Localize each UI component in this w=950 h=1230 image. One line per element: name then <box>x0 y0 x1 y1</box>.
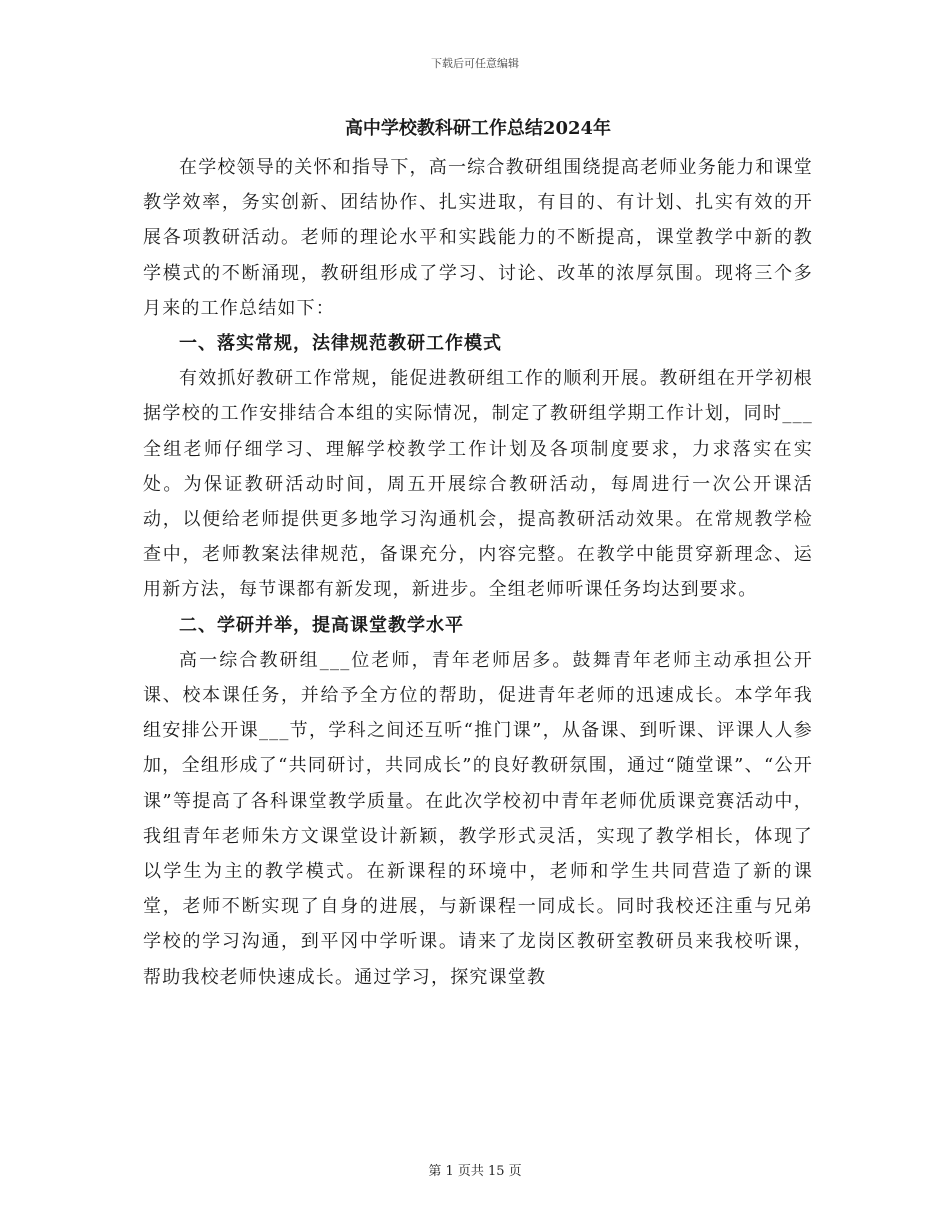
header-note: 下载后可任意编辑 <box>431 57 519 70</box>
section-2-paragraph: 高一综合教研组___位老师，青年老师居多。鼓舞青年老师主动承担公开课、校本课任务，并给予全方位的帮助，促进青年老师的迅速成长。本学年我组安排公开课___节，学科之间还互听“推门课”，从备课、到听课、评课人人参加，全组形成了“共同研讨，共同成长”的良好教研氛围，通过“随堂课”、“公开课”等提高了各科课堂教学质量。在此次学校初中青年老师优质课竞赛活动中，我组青年老师朱方文课堂设计新颖，教学形式灵活，实现了教学相长，体现了以学生为主的教学模式。在新课程的环境中，老师和学生共同营造了新的课堂，老师不断实现了自身的进展，与新课程一同成长。同时我校还注重与兄弟学校的学习沟通，到平冈中学听课。请来了龙岗区教研室教研员来我校听课，帮助我校老师快速成长。通过学习，探究课堂教 <box>143 649 813 988</box>
intro-paragraph: 在学校领导的关怀和指导下，高一综合教研组围绕提高老师业务能力和课堂教学效率，务实创新、团结协作、扎实进取，有目的、有计划、扎实有效的开展各项教研活动。老师的理论水平和实践能力的不断提高，课堂教学中新的教学模式的不断涌现，教研组形成了学习、讨论、改革的浓厚氛围。现将三个多月来的工作总结如下： <box>143 157 813 319</box>
section-1-paragraph: 有效抓好教研工作常规，能促进教研组工作的顺利开展。教研组在开学初根据学校的工作安排结合本组的实际情况，制定了教研组学期工作计划，同时___全组老师仔细学习、理解学校教学工作计划及各项制度要求，力求落实在实处。为保证教研活动时间，周五开展综合教研活动，每周进行一次公开课活动，以便给老师提供更多地学习沟通机会，提高教研活动效果。在常规教学检查中，老师教案法律规范，备课充分，内容完整。在教学中能贯穿新理念、运用新方法，每节课都有新发现，新进步。全组老师听课任务均达到要求。 <box>143 368 813 601</box>
document-body <box>143 112 813 995</box>
section-1-heading: 一、落实常规，法律规范教研工作模式 <box>179 333 502 355</box>
document-title: 高中学校教科研工作总结2024年 <box>344 118 612 139</box>
section-2-heading: 二、学研并举，提高课堂教学水平 <box>179 614 464 636</box>
page-number: 第 1 页共 15 页 <box>428 1164 522 1179</box>
